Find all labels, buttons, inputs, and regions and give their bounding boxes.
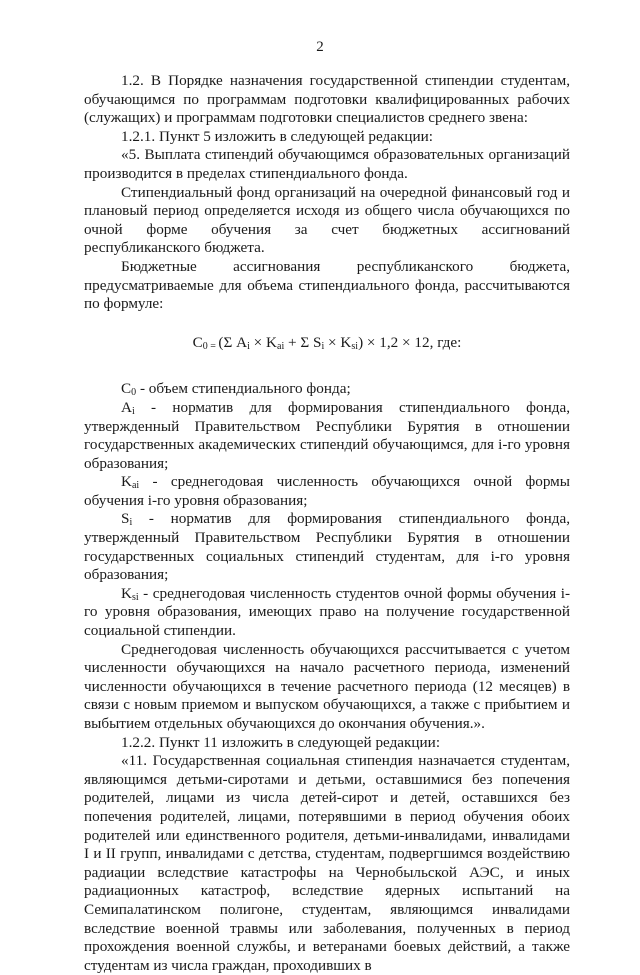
paragraph-1-2-2: 1.2.2. Пункт 11 изложить в следующей редакции: <box>121 733 441 751</box>
definition-text: - норматив для формирования стипендиального фонда, утвержденный Правительством Республики Бурятия в отношении государственных академических стипендий обучающимся, для i-го уровня образования; <box>84 398 570 472</box>
definition-text: - среднегодовая численность студентов очной формы обучения i-го уровня образования, имеющих право на получение государственной социальной стипендии. <box>84 584 570 640</box>
paragraph-1-2: 1.2. В Порядке назначения государственной стипендии студентам, обучающимся по программам подготовки квалифицированных рабочих (служащих) и программам подготовки специалистов среднего звена: <box>84 72 570 127</box>
formula-c-sub: 0 = <box>202 340 219 352</box>
formula-ksi-sub: si <box>351 340 359 352</box>
formula-open: (Σ A <box>218 333 248 351</box>
formula-s-sub: i <box>321 340 325 352</box>
paragraph-average: Среднегодовая численность обучающихся рассчитывается с учетом численности обучающихся на начало расчетного периода, изменений численности обучающихся в течение расчетного периода (12 месяцев) в связи с новым приемом и выпуском обучающихся, а также с прибытием и выбытием отдельных обучающихся до окончания обучения.». <box>84 640 570 732</box>
paragraph-fund: Стипендиальный фонд организаций на очередной финансовый год и плановый период определяется исходя из общего числа обучающихся по очной форме обучения за счет бюджетных ассигнований республиканского бюджета. <box>84 183 570 257</box>
paragraph-point-11: «11. Государственная социальная стипендия назначается студентам, являющимся детьми-сиротами и детьми, оставшимися без попечения родителей, лицами из числа детей-сирот и детей, оставшихся без попечения родителей, лицами, потерявшими в период обучения обоих родителей или единственного родителя, детьми-инвалидами, инвалидами I и II групп, инвалидами с детства, студентам, подвергшимся воздействию радиации вследствие катастрофы на Чернобыльской АЭС, и иных радиационных катастроф, вследствие ядерных испытаний на Семипалатинском полигоне, студентам, являющимся инвалидами вследствие военной травмы или заболевания, полученных в период прохождения военной службы, и ветеранами боевых действий, а также студентам из числа граждан, проходивших в <box>84 752 570 974</box>
formula-times-2: × K <box>324 333 352 351</box>
definition-kai <box>84 473 570 510</box>
paragraph-point-5: «5. Выплата стипендий обучающимся образовательных организаций производится в пределах стипендиального фонда. <box>84 146 570 182</box>
definition-symbol-sub: ai <box>131 480 140 492</box>
definition-si <box>84 510 570 584</box>
formula-c: C <box>192 333 203 351</box>
definition-c0 <box>84 380 570 399</box>
definition-text: - объем стипендиального фонда; <box>136 380 351 398</box>
definition-symbol-sub: si <box>131 591 139 603</box>
definition-symbol-sub: i <box>131 405 135 417</box>
formula-times-1: × K <box>249 333 277 351</box>
definition-symbol-sub: 0 <box>131 387 137 399</box>
formula-a-sub: i <box>247 340 250 352</box>
definition-ai <box>84 399 570 473</box>
formula <box>84 334 570 353</box>
formula-tail: ) × 1,2 × 12, где: <box>358 333 462 351</box>
definition-symbol: A <box>121 398 132 416</box>
definition-symbol: S <box>121 510 130 528</box>
paragraph-budget: Бюджетные ассигнования республиканского бюджета, предусматриваемые для объема стипендиального фонда, рассчитываются по формуле: <box>84 257 570 313</box>
formula-plus: + Σ S <box>284 333 322 351</box>
document-body <box>84 72 570 975</box>
definition-text: - среднегодовая численность обучающихся очной формы обучения i-го уровня образования; <box>84 473 570 509</box>
definition-symbol-sub: i <box>129 517 133 529</box>
definition-ksi <box>84 585 570 641</box>
paragraph-1-2-1: 1.2.1. Пункт 5 изложить в следующей редакции: <box>121 127 434 145</box>
definition-symbol: K <box>121 584 132 602</box>
definition-symbol: K <box>121 473 132 491</box>
page-number: 2 <box>316 39 324 55</box>
formula-kai-sub: ai <box>277 340 285 352</box>
definition-symbol: C <box>121 380 132 398</box>
definition-text: - норматив для формирования стипендиального фонда, утвержденный Правительством Республики Бурятия в отношении государственных социальных стипендий студентам, для i-го уровня образования; <box>84 510 570 584</box>
